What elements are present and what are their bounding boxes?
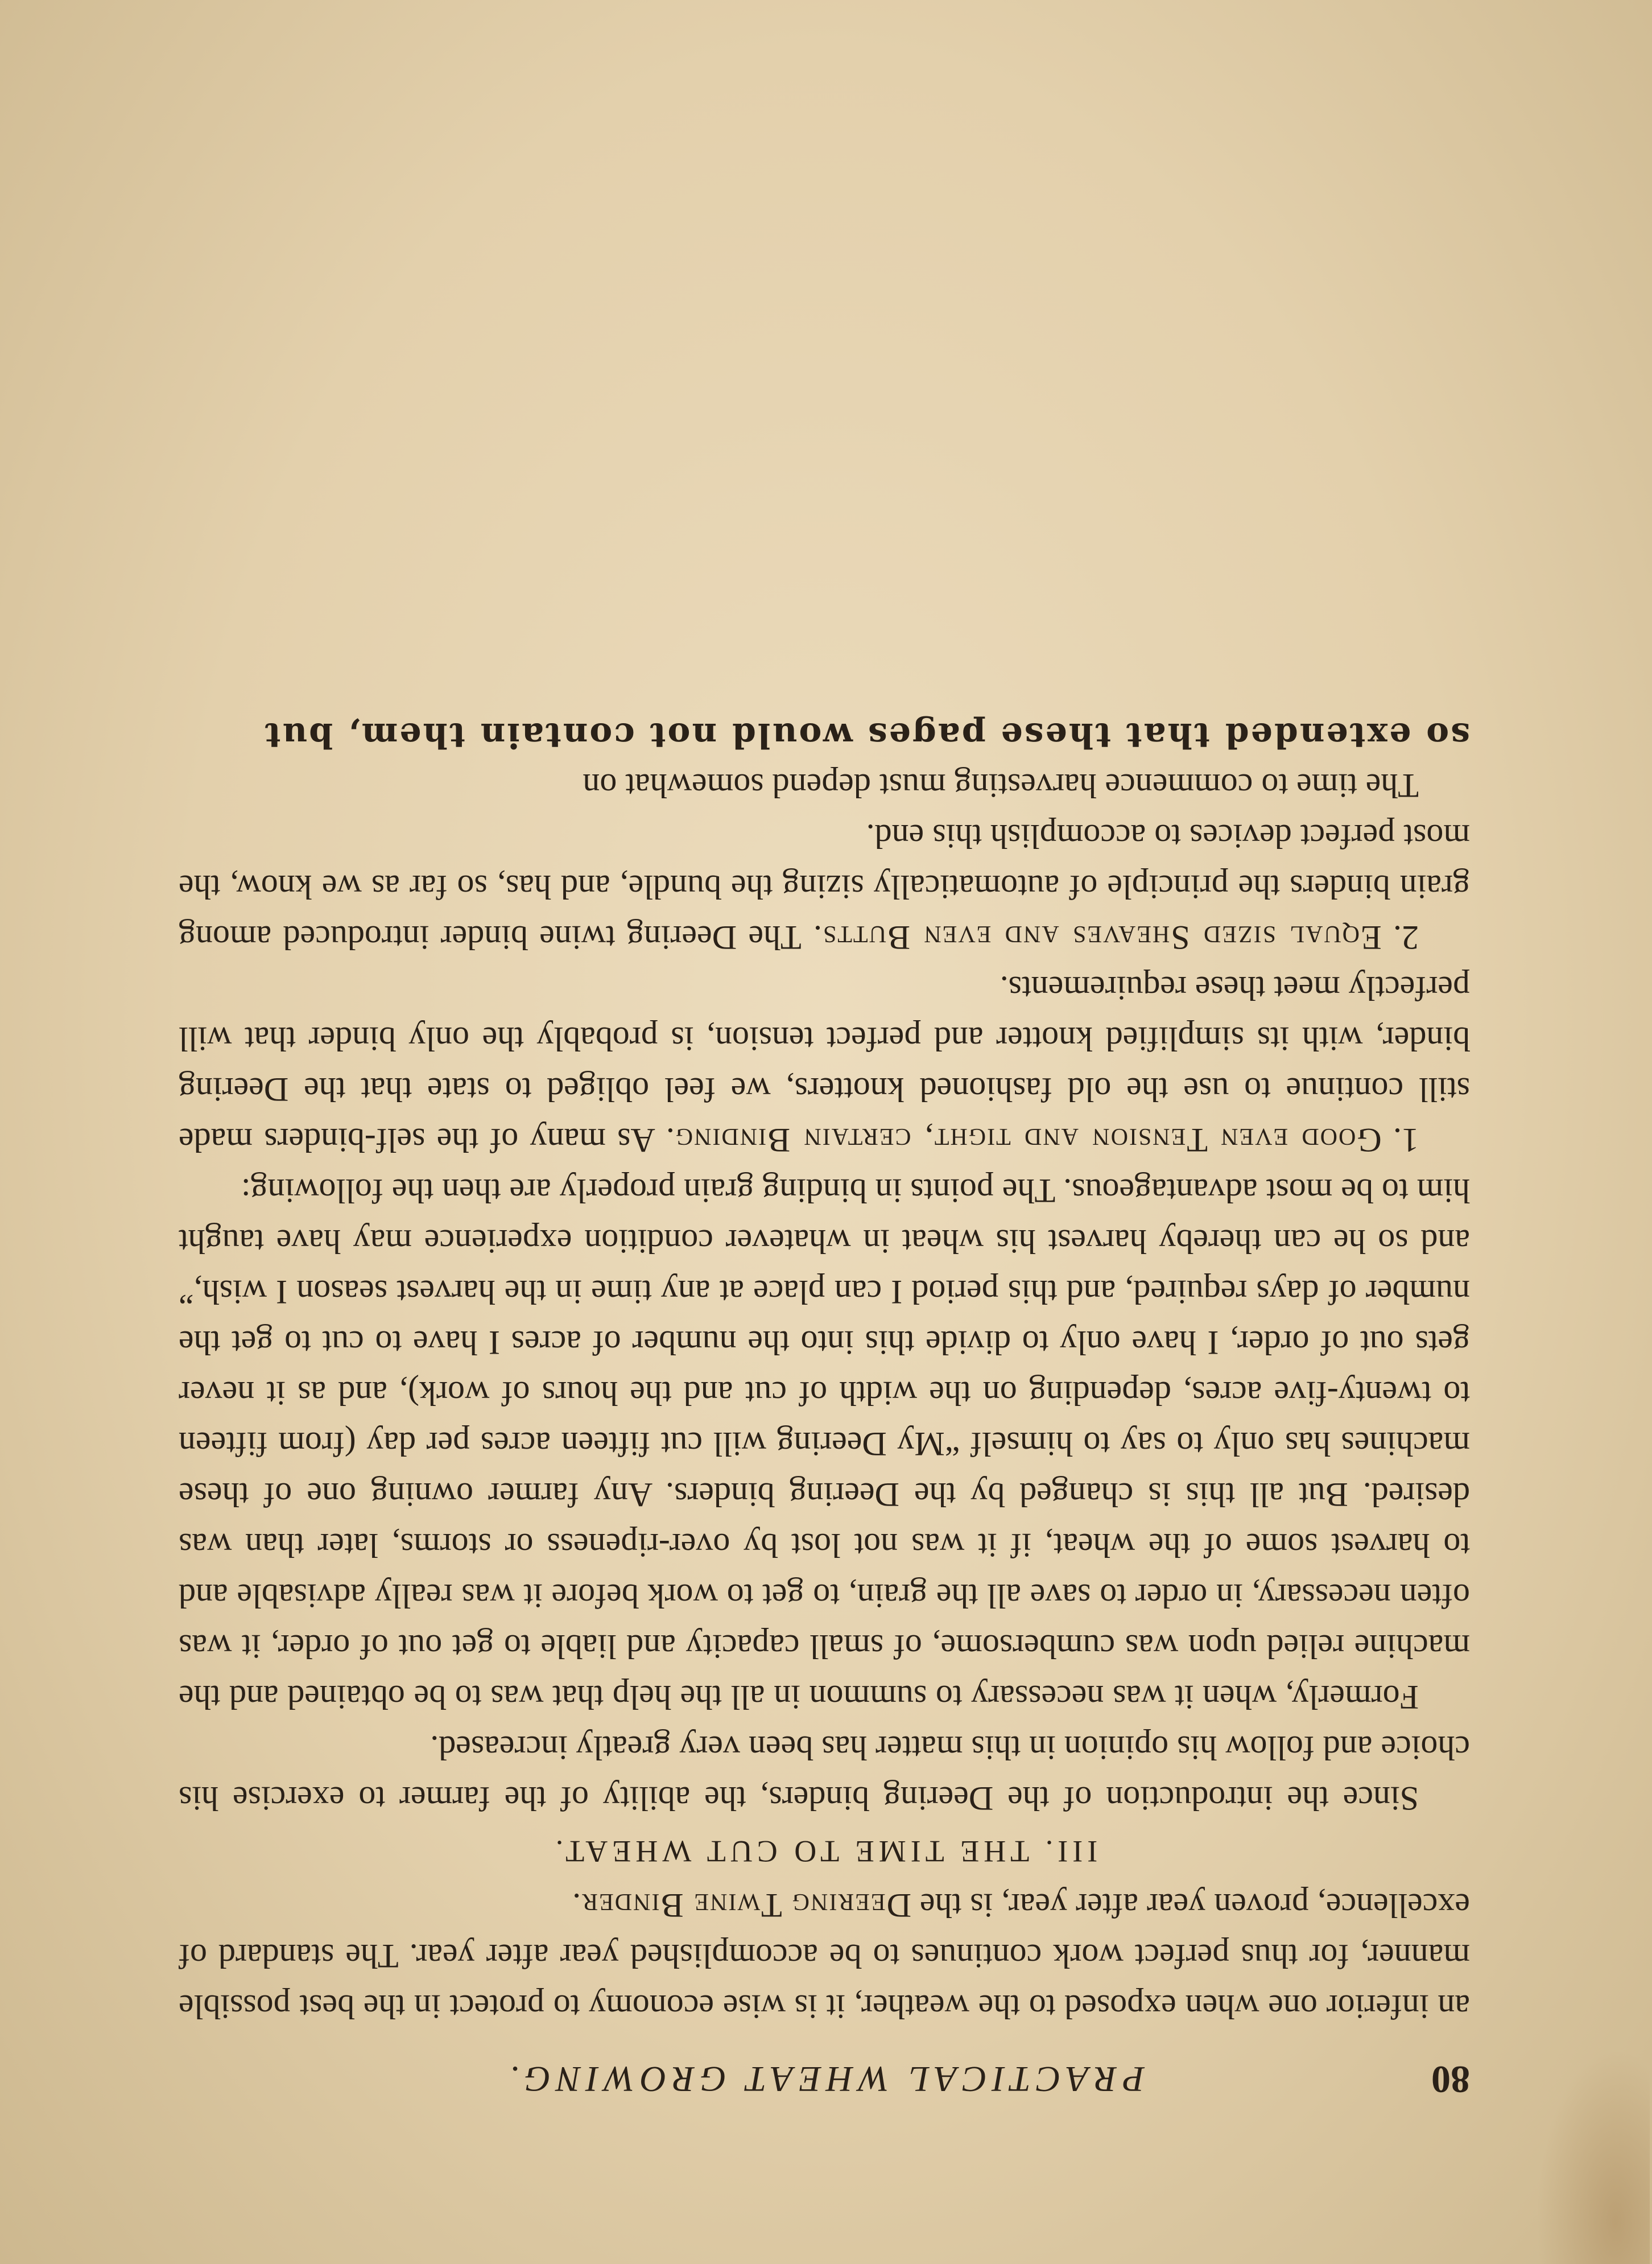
section-heading: III. THE TIME TO CUT WHEAT. xyxy=(551,1834,1098,1869)
paragraph-formerly: Formerly, when it was necessary to summon in all the help that was to be obtained and the machine relied upon was cumbersome, of small capacity and liable to get out of order, it was often necessary, in order to save all the grain, to get to work before it was really advisable and to harvest some of the wheat, if it was not lost by over-ripeness or storms, later than was desired. But all this is changed by the Deering binders. Any farmer owning one of these machines has only to say to himself “My Deering will cut fifteen acres per day (from fifteen to twenty-five acres, depending on the width of cut and the hours of work), and as it never gets out of order, I have only to divide this into the number of acres I have to cut to get the number of days required, and this period I can place at any time in the harvest season I wish,” and so he can thereby harvest his wheat in whatever condition experience may have taught him to be most advantageous. The points in binding grain properly are then the following: xyxy=(179,1172,1470,1716)
point-text: As many of the self-binders made still continue to use the old fashioned knotters, we feel obliged to state that the Deering binder, with its simplified knotter and perfect tension, is probably the only binder that will perfectly meet these requirements. xyxy=(179,970,1470,1159)
point-1 xyxy=(179,963,1470,1165)
point-2 xyxy=(179,811,1470,963)
paragraph-time-to-commence: The time to commence harvesting must depend somewhat on xyxy=(583,767,1419,805)
page-header xyxy=(179,2042,1470,2105)
point-title: Equal sized Sheaves and even Butts. xyxy=(812,919,1382,956)
paragraph-text: an inferior one when exposed to the weather, it is wise economy to protect in the best possible manner, for thus perfect work continues to be accomplished year after year. The standard of excellence, proven year after year, is the xyxy=(179,1887,1470,2026)
text-block xyxy=(179,710,1470,2105)
point-text: The Deering twine binder introduced among grain binders the principle of automatically sizing the bundle, and has, so far as we know, the most perfect devices to accomplish this end. xyxy=(179,818,1470,956)
paragraph-bold-footer-line: so extended that these pages would not contain them, but xyxy=(263,715,1470,755)
running-title: PRACTICAL WHEAT GROWING. xyxy=(504,2059,1145,2100)
point-number: 2. xyxy=(1393,919,1419,956)
point-title: Good even Tension and tight, certain Binding. xyxy=(664,1121,1382,1159)
point-number: 1. xyxy=(1393,1121,1419,1159)
page-number: 80 xyxy=(1431,2058,1470,2101)
paragraph-introduction: Since the introduction of the Deering binders, the ability of the farmer to exercise his choice and follow his opinion in this matter has been very greatly increased. xyxy=(179,1729,1470,1817)
deering-binder-name: Deering Twine Binder. xyxy=(571,1887,911,1924)
paragraph-storage xyxy=(179,1880,1470,2032)
